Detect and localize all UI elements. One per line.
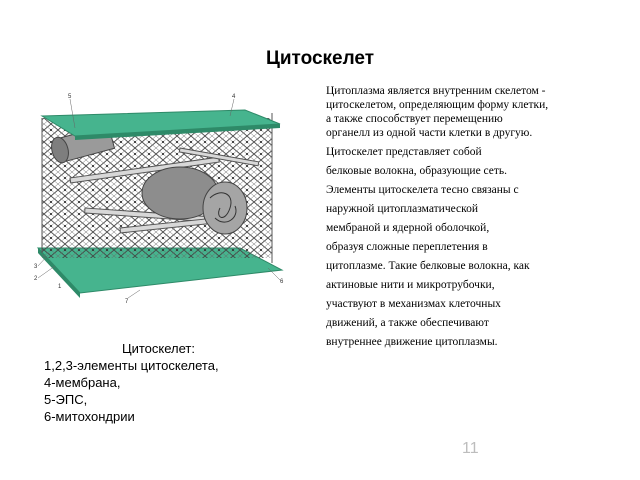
body-line: наружной цитоплазматической: [326, 203, 479, 215]
body-line: а также способствует перемещению: [326, 113, 503, 125]
body-line: образуя сложные переплетения в: [326, 241, 488, 253]
figure-label-6: 6: [280, 279, 284, 285]
body-text: [326, 84, 612, 349]
figure-caption: [44, 340, 284, 425]
body-line: цитоскелетом, определяющим форму клетки,: [326, 99, 549, 111]
body-line: Элементы цитоскелета тесно связаны с: [326, 184, 519, 196]
figure-label-1: 1: [58, 284, 62, 290]
body-line: Цитоплазма является внутренним скелетом -: [326, 85, 546, 97]
caption-line: 1,2,3-элементы цитоскелета,: [44, 358, 219, 373]
page-number: 11: [462, 440, 479, 457]
body-line: цитоплазме. Такие белковые волокна, как: [326, 260, 530, 272]
body-line: органелл из одной части клетки в другую.: [326, 127, 533, 139]
body-line: мембраной и ядерной оболочкой,: [326, 222, 490, 234]
caption-line: 4-мембрана,: [44, 375, 121, 390]
caption-line: 5-ЭПС,: [44, 392, 88, 407]
cytoskeleton-illustration: [30, 88, 295, 308]
figure-label-4: 4: [232, 94, 236, 100]
figure-label-5: 5: [68, 94, 72, 100]
body-line: участвуют в механизмах клеточных: [326, 298, 501, 310]
caption-line: 6-митохондрии: [44, 409, 135, 424]
body-line: Цитоскелет представляет собой: [326, 146, 482, 158]
slide-title: Цитоскелет: [265, 48, 375, 69]
body-line: внутреннее движение цитоплазмы.: [326, 336, 498, 348]
body-line: актиновые нити и микротрубочки,: [326, 279, 495, 291]
caption-title: Цитоскелет:: [122, 341, 195, 356]
body-line: движений, а также обеспечивают: [326, 317, 489, 329]
figure-label-7: 7: [125, 299, 129, 305]
figure-label-2: 2: [34, 276, 38, 282]
body-line: белковые волокна, образующие сеть.: [326, 165, 508, 177]
figure-label-3: 3: [34, 264, 38, 270]
cytoskeleton-figure: [30, 88, 295, 308]
